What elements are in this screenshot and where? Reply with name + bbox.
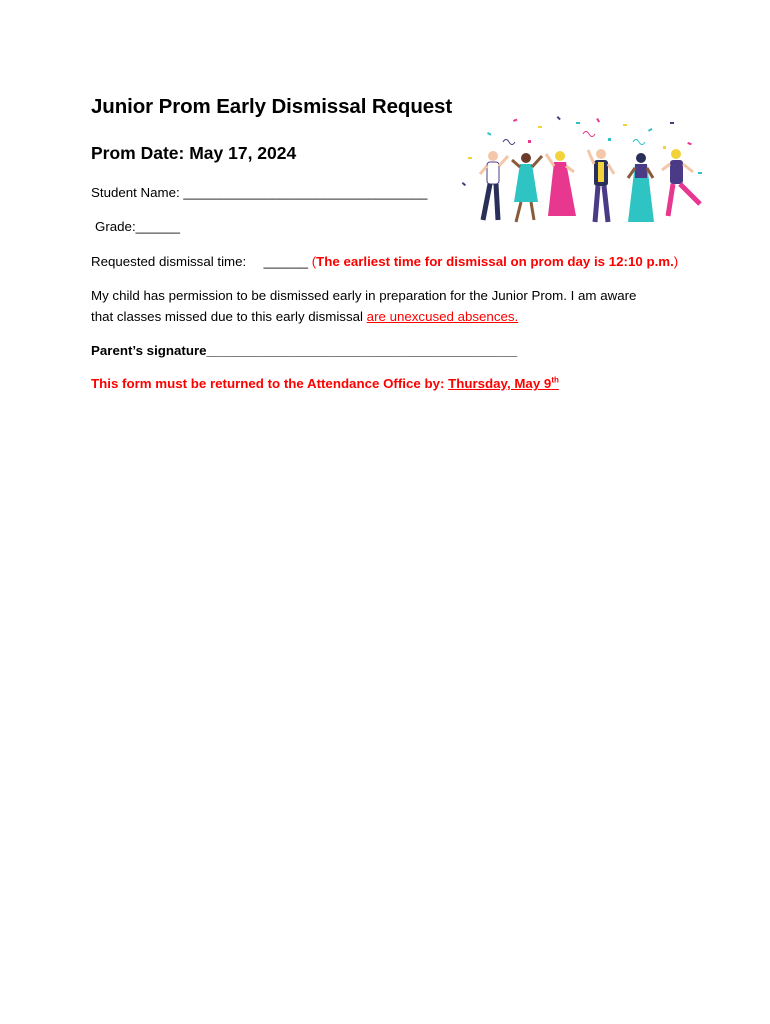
dancer-6-icon xyxy=(662,149,700,216)
dismissal-time-note: (The earliest time for dismissal on prom day is 12:10 p.m.) xyxy=(311,254,679,269)
return-date xyxy=(448,376,559,391)
dancer-5-icon xyxy=(628,153,654,222)
return-notice xyxy=(91,376,559,391)
parent-signature-field: Parent’s signature__________________________________________ xyxy=(91,343,518,358)
dismissal-time-row xyxy=(91,254,678,269)
permission-line-1: My child has permission to be dismissed early in preparation for the Junior Prom. I am aware xyxy=(91,288,637,303)
return-text: This form must be returned to the Attendance Office by: xyxy=(91,376,445,391)
return-date-text: Thursday, May 9 xyxy=(448,376,552,391)
return-date-suffix: th xyxy=(551,375,559,385)
document-title: Junior Prom Early Dismissal Request xyxy=(91,95,453,118)
unexcused-absences-text: are unexcused absences. xyxy=(366,309,519,324)
dismissal-time-blank: ______ xyxy=(263,254,308,269)
permission-text: that classes missed due to this early dismissal xyxy=(91,309,363,324)
dancer-4-icon xyxy=(588,149,614,222)
dismissal-time-note-text: The earliest time for dismissal on prom day is 12:10 p.m. xyxy=(316,254,674,269)
dancer-2-icon xyxy=(512,153,542,222)
permission-line-2 xyxy=(91,309,518,324)
dancer-1-icon xyxy=(480,151,508,220)
student-name-field: Student Name: _________________________________ xyxy=(91,185,428,200)
dancing-party-people-icon xyxy=(458,112,708,232)
dancer-3-icon xyxy=(546,151,576,216)
prom-date: Prom Date: May 17, 2024 xyxy=(91,143,297,163)
grade-field: Grade:______ xyxy=(95,219,181,234)
dismissal-time-label: Requested dismissal time: xyxy=(91,254,247,269)
